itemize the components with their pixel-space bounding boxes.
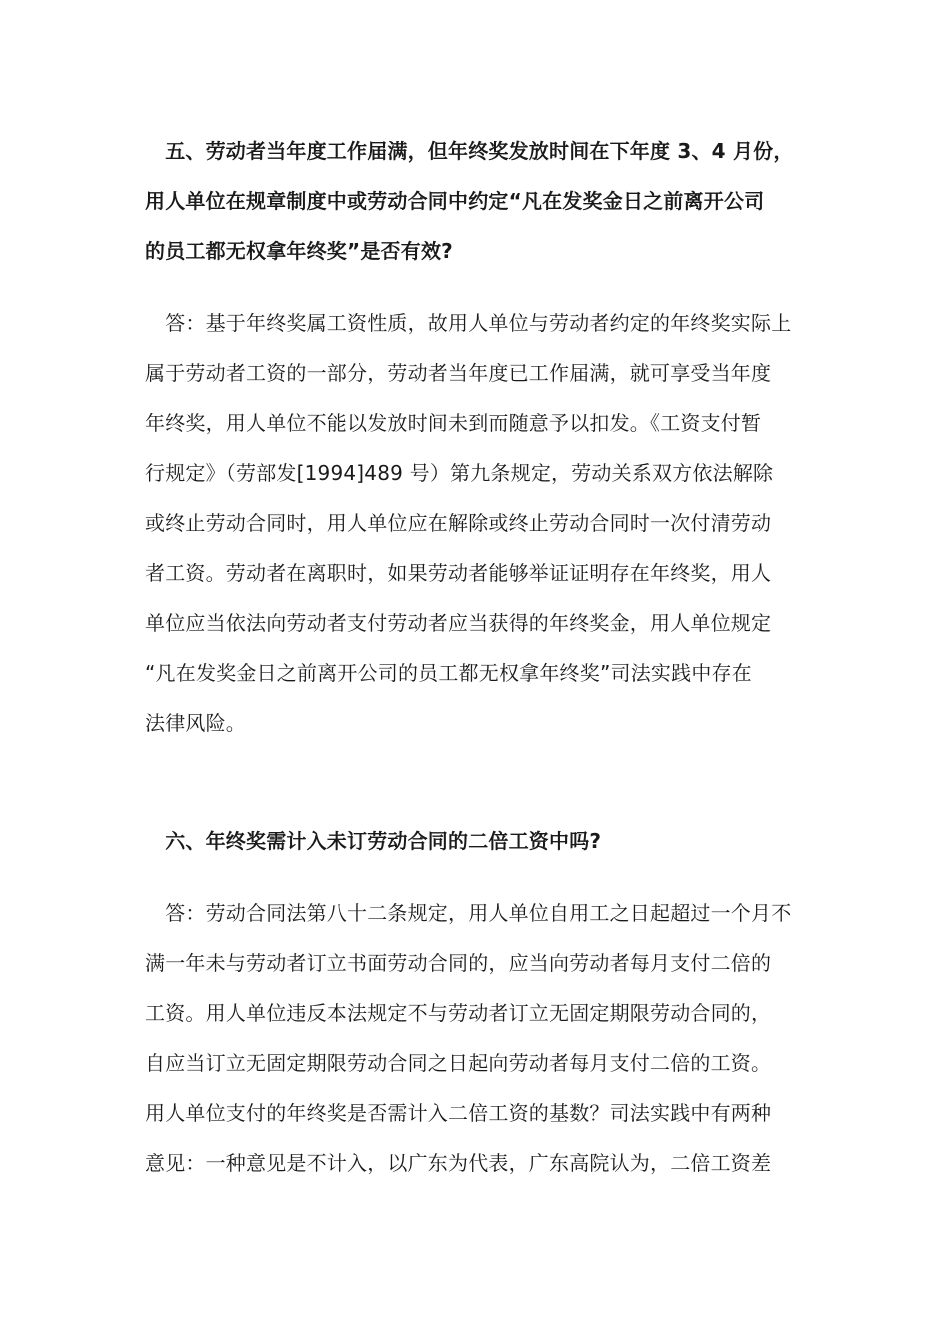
section5-heading-line-2: 用人单位在规章制度中或劳动合同中约定“凡在发奖金日之前离开公司 <box>145 189 765 213</box>
section5-answer-line-3: 年终奖，用人单位不能以发放时间未到而随意予以扣发。《工资支付暂 <box>145 411 762 435</box>
section5-answer-line-7: 单位应当依法向劳动者支付劳动者应当获得的年终奖金，用人单位规定 <box>145 611 772 635</box>
section5-heading-line-1: 五、劳动者当年度工作届满，但年终奖发放时间在下年度 3、4 月份， <box>145 139 794 163</box>
section6-answer-line-5: 用人单位支付的年终奖是否需计入二倍工资的基数？司法实践中有两种 <box>145 1101 772 1125</box>
section5-answer-line-8: “凡在发奖金日之前离开公司的员工都无权拿年终奖”司法实践中存在 <box>145 661 752 685</box>
section6-heading-line-1: 六、年终奖需计入未订劳动合同的二倍工资中吗? <box>145 829 602 853</box>
section6-answer-line-6: 意见：一种意见是不计入，以广东为代表，广东高院认为，二倍工资差 <box>145 1151 772 1175</box>
section5-answer-line-4: 行规定》（劳部发[1994]489 号）第九条规定，劳动关系双方依法解除 <box>145 461 774 485</box>
section6-answer-line-4: 自应当订立无固定期限劳动合同之日起向劳动者每月支付二倍的工资。 <box>145 1051 772 1075</box>
section6-answer-line-3: 工资。用人单位违反本法规定不与劳动者订立无固定期限劳动合同的， <box>145 1001 772 1025</box>
section5-answer-line-5: 或终止劳动合同时，用人单位应在解除或终止劳动合同时一次付清劳动 <box>145 511 772 535</box>
section6-answer-line-2: 满一年未与劳动者订立书面劳动合同的，应当向劳动者每月支付二倍的 <box>145 951 772 975</box>
section5-answer-line-9: 法律风险。 <box>145 711 246 735</box>
section5-answer-line-6: 者工资。劳动者在离职时，如果劳动者能够举证证明存在年终奖，用人 <box>145 561 772 585</box>
section5-answer-line-2: 属于劳动者工资的一部分，劳动者当年度已工作届满，就可享受当年度 <box>145 361 772 385</box>
section5-answer-line-1: 答：基于年终奖属工资性质，故用人单位与劳动者约定的年终奖实际上 <box>145 311 792 335</box>
section5-heading-line-3: 的员工都无权拿年终奖”是否有效? <box>145 239 453 263</box>
section6-answer-line-1: 答：劳动合同法第八十二条规定，用人单位自用工之日起超过一个月不 <box>145 901 792 925</box>
